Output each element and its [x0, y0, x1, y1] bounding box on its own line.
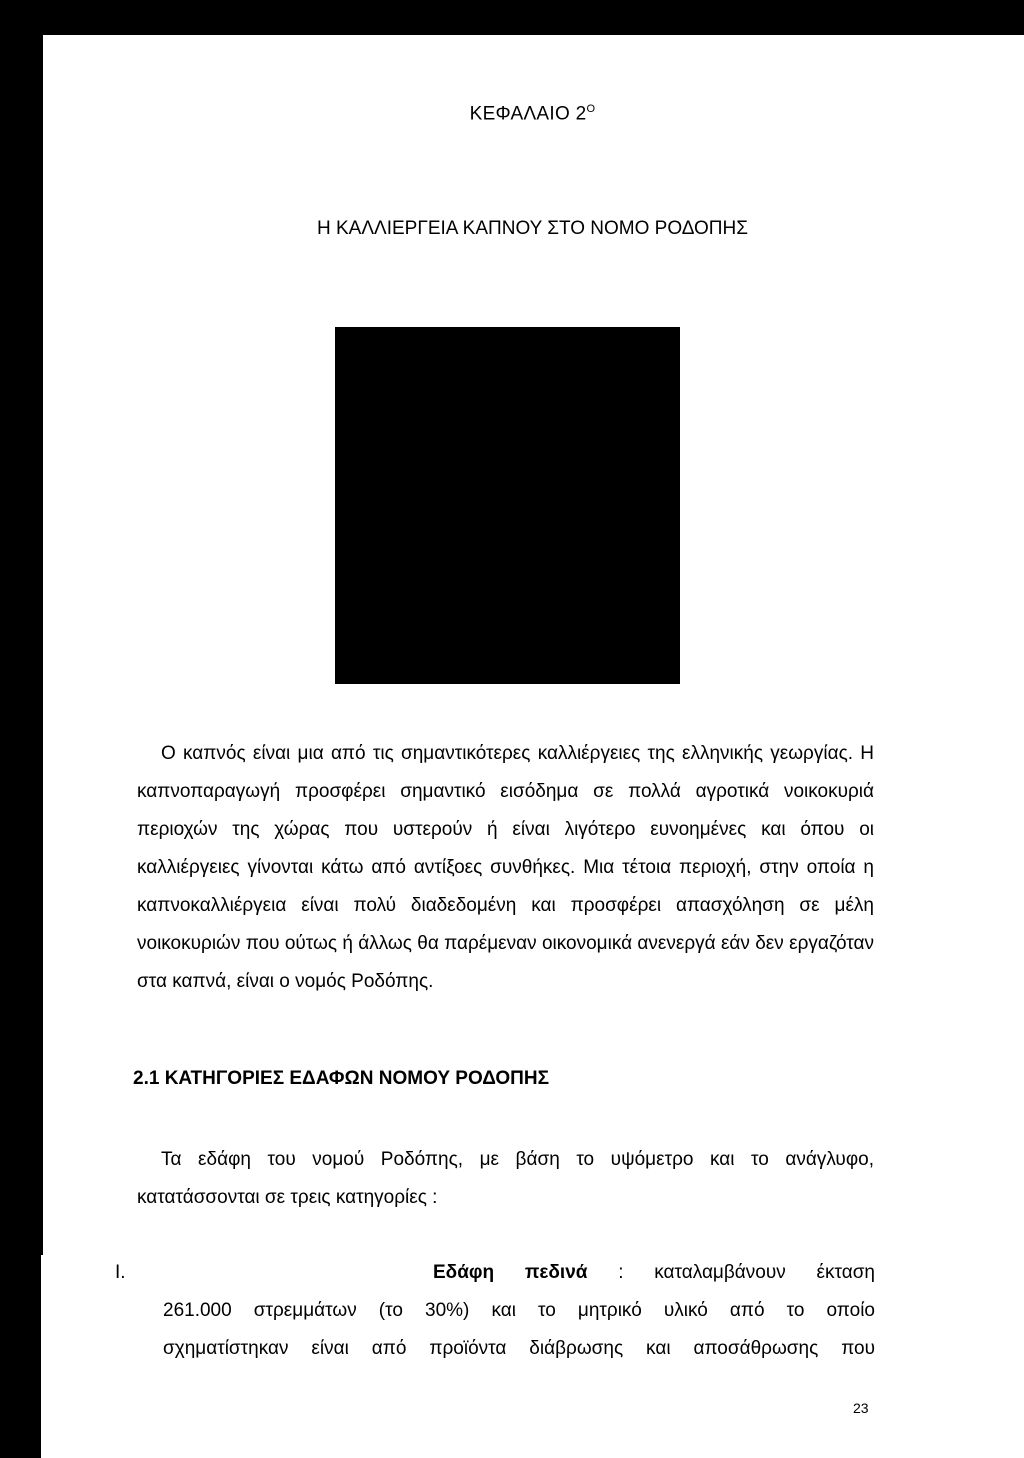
list-item-numeral: Ι.: [115, 1262, 126, 1283]
intro-paragraph: Ο καπνός είναι μια από τις σημαντικότερες καλλιέργειες της ελληνικής γεωργίας. Η καπνοπαραγωγή προσφέρει σημαντικό εισόδημα σε πολλά αγροτικά νοικοκυριά περιοχών της χώρας που υστερούν ή είναι λιγότερο ευνοημένες και όπου οι καλλιέργειες γίνονται κάτω από αντίξοες συνθήκες. Μια τέτοια περιοχή, στην οποία η καπνοκαλλιέργεια είναι πολύ διαδεδομένη και προσφέρει απασχόληση σε μέλη νοικοκυριών που ούτως ή άλλως θα παρέμεναν οικονομικά ανενεργά εάν δεν εργαζόταν στα καπνά, είναι ο νομός Ροδόπης.: [137, 743, 874, 992]
chapter-subtitle: Η ΚΑΛΛΙΕΡΓΕΙΑ ΚΑΠΝΟΥ ΣΤΟ ΝΟΜΟ ΡΟΔΟΠΗΣ: [317, 218, 748, 239]
page-number: 23: [853, 1400, 869, 1416]
document-page: [41, 35, 1024, 1458]
section-heading: 2.1 ΚΑΤΗΓΟΡΙΕΣ ΕΔΑΦΩΝ ΝΟΜΟΥ ΡΟΔΟΠΗΣ: [133, 1068, 549, 1089]
list-item-term: Εδάφη πεδινά: [433, 1262, 588, 1283]
chapter-title: [41, 103, 1024, 125]
list-item-lead-text: : καταλαμβάνουν έκταση: [618, 1262, 875, 1283]
section-paragraph: Τα εδάφη του νομού Ροδόπης, με βάση το υψόμετρο και το ανάγλυφο, κατατάσσονται σε τρεις κατηγορίες :: [137, 1149, 874, 1208]
chapter-title-superscript: Ο: [586, 103, 596, 115]
photo-frame-edge: [677, 327, 680, 684]
list-item-continuation: [163, 1292, 875, 1368]
list-item-line: 261.000 στρεμμάτων (το 30%) και το μητρικό υλικό από το οποίο: [163, 1300, 875, 1321]
photo-placeholder: [335, 325, 677, 684]
list-item-lead: [433, 1254, 875, 1292]
list-item-line: σχηματίστηκαν είναι από προϊόντα διάβρωσης και αποσάθρωσης που: [163, 1338, 875, 1359]
chapter-title-text: ΚΕΦΑΛΑΙΟ 2: [469, 103, 587, 125]
